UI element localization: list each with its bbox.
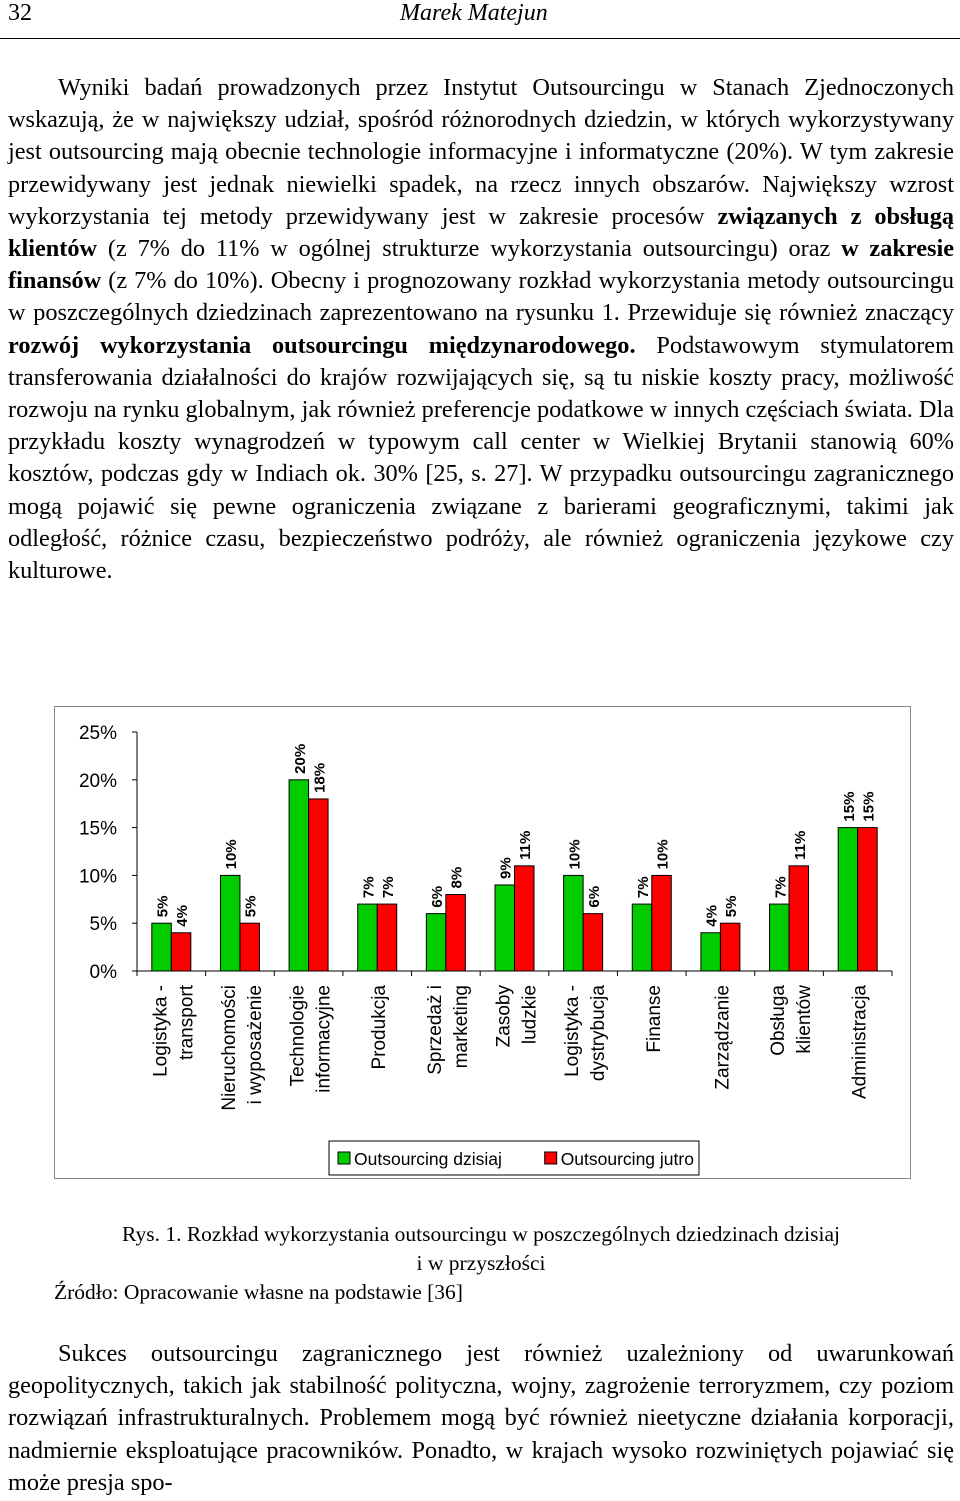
text-span: Wyniki badań prowadzonych przez Instytut Outsourcingu w Stanach Zjednoczonych wskazują, że w największy udział, spośród różnorodnych dziedzin, w których wykorzystywany jest outsourcing mają obecnie technologie informacyjne i informatyczne (20%). W tym zakresie przewidywany jest jednak niewielki spadek, na rzecz innych obszarów. Największy wzrost wykorzystania tej metody przewidywany jest w zakresie procesów — [8, 74, 954, 230]
data-label: 10% — [654, 839, 672, 870]
paragraph-outsourcing-results — [8, 72, 954, 587]
data-label: 8% — [448, 866, 466, 889]
bold-phrase: związanych z obsługą klientów — [8, 202, 954, 263]
data-label: 6% — [585, 885, 603, 908]
bar — [309, 799, 329, 971]
bar — [377, 904, 397, 971]
bar — [720, 923, 740, 971]
category-label: Logistyka - — [562, 985, 584, 1077]
category-label: Produkcja — [369, 985, 391, 1070]
category-label: Obsługa — [768, 985, 790, 1056]
bar — [495, 885, 515, 971]
data-label: 15% — [860, 791, 878, 822]
bar — [652, 875, 672, 971]
text-span: (z 7% do 11% w ogólnej strukturze wykorzystania outsourcingu) oraz — [97, 235, 842, 263]
category-label: Administracja — [849, 985, 871, 1100]
bar — [632, 904, 652, 971]
legend-swatch — [545, 1152, 557, 1164]
legend-label: Outsourcing dzisiaj — [354, 1149, 502, 1169]
category-label: dystrybucja — [588, 985, 610, 1082]
text-span: Podstawowym stymulatorem transferowania działalności do krajów rozwijających się, są tu niskie koszty pracy, możliwość rozwoju na rynku globalnym, jak również preferencje podatkowe w innych częściach świata. Dla przykładu koszty wynagrodzeń w typowym call center w Wielkiej Brytanii stanowią 60% kosztów, podczas gdy w Indiach ok. 30% [25, s. 27]. W przypadku outsourcingu zagranicznego mogą pojawić się pewne ograniczenia związane z barierami geograficznymi, takimi jak odległość, różnice czasu, bezpieczeństwo podróży, ale również ograniczenia językowe czy kulturowe. — [8, 331, 954, 585]
figure-caption — [8, 1220, 954, 1278]
bar — [583, 914, 603, 971]
bold-phrase: rozwój wykorzystania outsourcingu międzynarodowego. — [8, 331, 636, 359]
data-label: 18% — [311, 762, 329, 793]
data-label: 7% — [635, 876, 653, 899]
bar — [358, 904, 378, 971]
data-label: 15% — [840, 791, 858, 822]
category-label: informacyjne — [313, 985, 335, 1093]
bar — [240, 923, 259, 971]
legend-label: Outsourcing jutro — [560, 1149, 694, 1169]
data-label: 7% — [772, 876, 790, 899]
y-tick-label: 15% — [78, 818, 117, 840]
text-span: (z 7% do 10%). Obecny i prognozowany rozkład wykorzystania metody outsourcingu w poszczególnych dziedzinach zaprezentowano na rysunku 1. Przewiduje się również znaczący — [8, 267, 954, 327]
category-label: Sprzedaż i — [424, 985, 446, 1075]
data-label: 9% — [497, 857, 515, 879]
data-label: 4% — [174, 905, 192, 927]
bar — [701, 933, 721, 971]
bar — [289, 780, 309, 971]
category-label: transport — [176, 985, 198, 1060]
legend-swatch — [338, 1152, 350, 1164]
y-tick-label: 20% — [78, 770, 117, 792]
data-label: 6% — [429, 885, 447, 908]
data-label: 7% — [379, 876, 397, 899]
running-head-author: Marek Matejun — [400, 0, 548, 26]
category-label: ludzkie — [519, 985, 541, 1045]
category-label: Zarządzanie — [712, 985, 734, 1090]
data-label: 7% — [360, 876, 378, 899]
data-label: 10% — [566, 839, 584, 870]
category-label: Technologie — [287, 985, 309, 1087]
bar — [446, 895, 466, 971]
bar — [515, 866, 535, 971]
figure-chart — [54, 706, 911, 1179]
category-label: Nieruchomości — [218, 985, 240, 1111]
bar — [152, 923, 172, 971]
bar — [770, 904, 790, 971]
data-label: 5% — [242, 895, 260, 918]
bar — [171, 933, 191, 971]
bar — [426, 914, 446, 971]
caption-line: i w przyszłości — [416, 1251, 546, 1275]
bar — [564, 875, 584, 971]
category-label: Zasoby — [493, 985, 515, 1048]
category-label: i wyposażenie — [244, 985, 266, 1105]
data-label: 10% — [223, 839, 241, 870]
data-label: 4% — [703, 905, 721, 927]
category-label: klientów — [794, 985, 816, 1054]
bar — [789, 866, 809, 971]
category-label: Logistyka - — [150, 985, 172, 1077]
data-label: 11% — [791, 830, 809, 860]
bar-chart — [55, 707, 910, 1178]
data-label: 11% — [517, 830, 535, 860]
bold-phrase: w zakresie finansów — [8, 235, 955, 295]
paragraph-geopolitics: Sukces outsourcingu zagranicznego jest również uzależniony od uwarunkowań geopolitycznych, takich jak stabilność polityczna, wojny, zagrożenie terroryzmem, czy poziom rozwiązań infrastrukturalnych. Problemem mogą być również nieetyczne działania korporacji, nadmiernie eksploatujące pracowników. Ponadto, w krajach wysoko rozwiniętych pojawiać się może presja spo- — [8, 1340, 954, 1496]
data-label: 5% — [723, 895, 741, 918]
data-label: 5% — [154, 895, 172, 918]
bar — [220, 875, 240, 971]
page-number: 32 — [8, 0, 32, 26]
y-tick-label: 0% — [89, 962, 117, 983]
caption-line: Rys. 1. Rozkład wykorzystania outsourcingu w poszczególnych dziedzinach dzisiaj — [121, 1222, 840, 1246]
page-header — [0, 0, 960, 39]
y-tick-label: 5% — [89, 914, 117, 936]
category-label: Finanse — [643, 985, 665, 1053]
category-label: marketing — [450, 985, 472, 1069]
y-tick-label: 10% — [78, 866, 117, 888]
figure-source: Źródło: Opracowanie własne na podstawie [36] — [54, 1280, 463, 1304]
bar — [858, 828, 878, 971]
y-tick-label: 25% — [78, 723, 117, 744]
bar — [838, 828, 858, 971]
data-label: 20% — [291, 743, 309, 774]
